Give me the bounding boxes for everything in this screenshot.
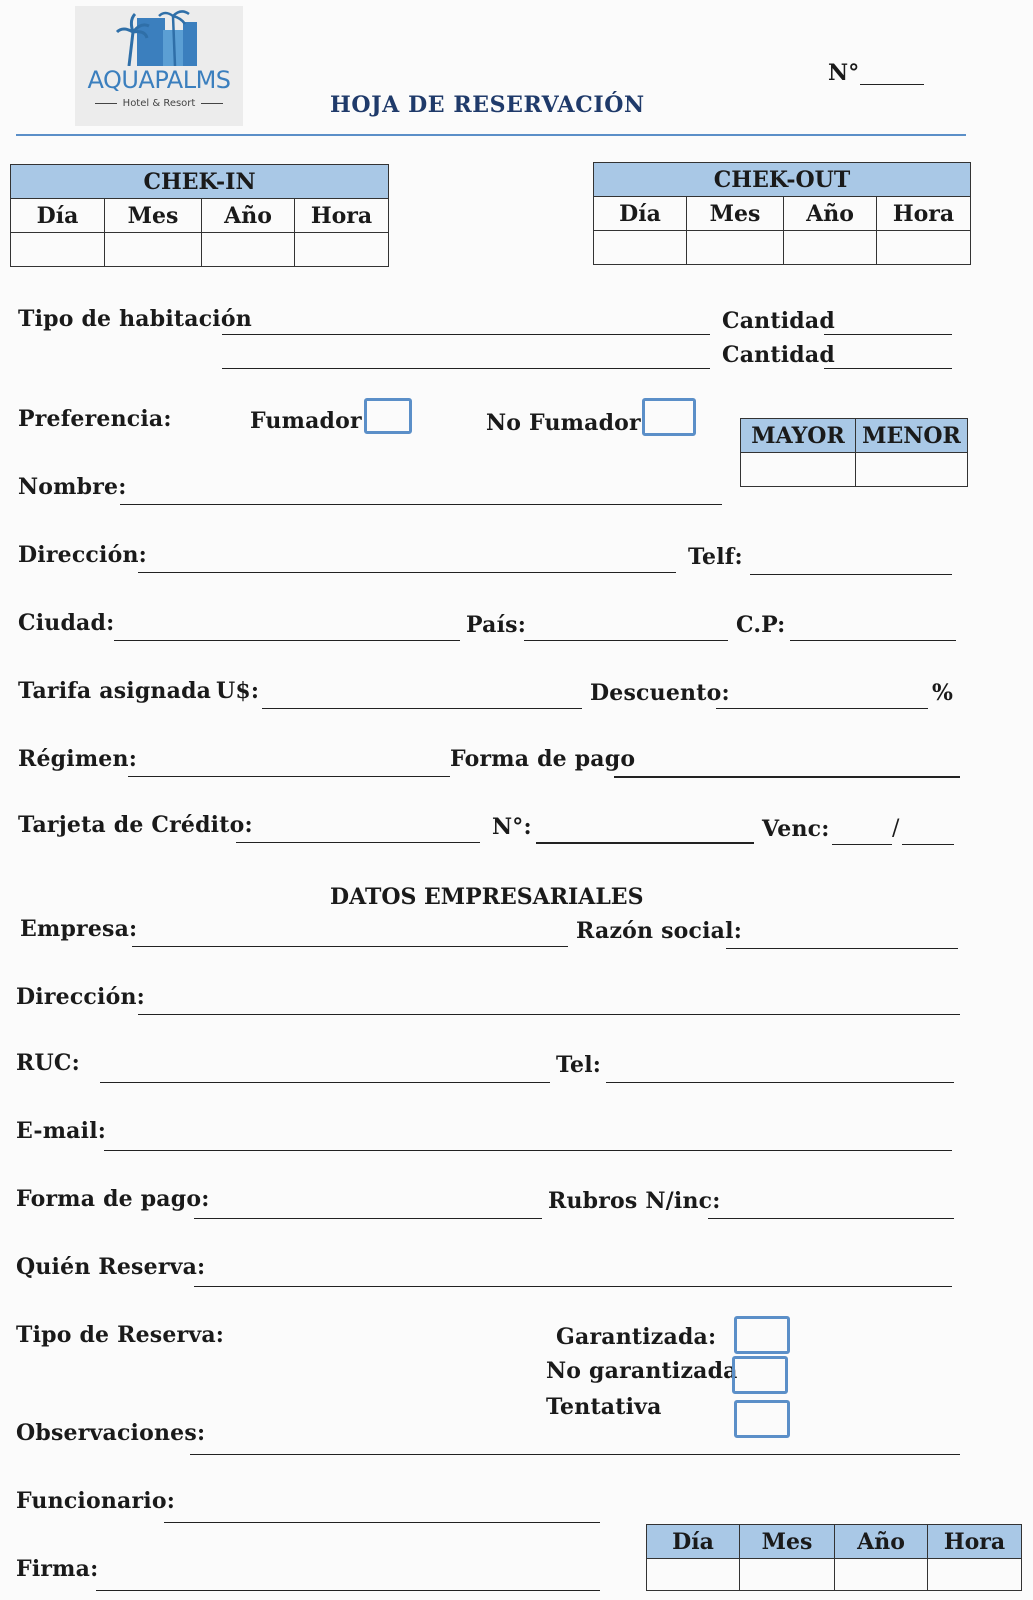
checkout-title: CHEK-OUT [594, 163, 971, 197]
expiry-year-field[interactable] [902, 844, 954, 845]
company-payment-label: Forma de pago: [16, 1186, 210, 1212]
discount-field[interactable] [716, 708, 928, 709]
room-type-label: Tipo de habitación [18, 306, 252, 332]
room-type-field-1[interactable] [222, 334, 710, 335]
excluded-items-label: Rubros N/inc: [548, 1188, 721, 1214]
smoker-checkbox[interactable] [364, 398, 412, 434]
expiry-separator: / [892, 816, 900, 841]
quantity-field-1[interactable] [824, 334, 952, 335]
email-field[interactable] [104, 1150, 952, 1151]
checkin-col-hora: Hora [295, 199, 389, 233]
preference-label: Preferencia: [18, 406, 172, 432]
checkout-col-hora: Hora [877, 197, 971, 231]
observations-label: Observaciones: [16, 1420, 206, 1446]
name-field[interactable] [120, 504, 722, 505]
checkout-col-dia: Día [594, 197, 687, 231]
checkout-col-mes: Mes [687, 197, 784, 231]
checkin-title: CHEK-IN [11, 165, 389, 199]
credit-card-type-field[interactable] [236, 842, 480, 843]
company-field[interactable] [132, 946, 568, 947]
company-phone-field[interactable] [606, 1082, 954, 1083]
company-address-label: Dirección: [16, 984, 145, 1010]
smoker-label: Fumador [250, 408, 362, 434]
name-label: Nombre: [18, 474, 127, 500]
card-number-label: N°: [492, 814, 532, 840]
checkin-hora-cell[interactable] [295, 233, 389, 267]
credit-card-label: Tarjeta de Crédito: [18, 812, 253, 838]
quantity-field-2[interactable] [824, 368, 952, 369]
date-mes-cell[interactable] [740, 1559, 835, 1591]
checkout-dia-cell[interactable] [594, 231, 687, 265]
officer-field[interactable] [164, 1522, 600, 1523]
quantity-label-2: Cantidad [722, 342, 835, 368]
rate-label: Tarifa asignada [18, 678, 212, 704]
observations-field[interactable] [190, 1454, 960, 1455]
discount-label: Descuento: [590, 680, 730, 706]
age-table [740, 418, 968, 487]
country-field[interactable] [524, 640, 728, 641]
signature-label: Firma: [16, 1556, 99, 1582]
company-label: Empresa: [20, 916, 138, 942]
tentative-checkbox[interactable] [734, 1400, 790, 1438]
excluded-items-field[interactable] [708, 1218, 954, 1219]
hotel-logo [75, 6, 243, 126]
guaranteed-checkbox[interactable] [734, 1316, 790, 1354]
quantity-label-1: Cantidad [722, 308, 835, 334]
payment-method-field[interactable] [614, 776, 960, 778]
date-col-dia: Día [647, 1525, 740, 1559]
postal-code-label: C.P: [736, 612, 786, 638]
checkin-dia-cell[interactable] [11, 233, 105, 267]
adult-count-cell[interactable] [741, 453, 856, 487]
logo-subtitle: Hotel & Resort [75, 98, 243, 109]
age-col-minor: MENOR [856, 419, 968, 453]
checkin-col-dia: Día [11, 199, 105, 233]
logo-wordmark: AQUAPALMS [87, 66, 231, 94]
non-smoker-label: No Fumador [486, 410, 641, 436]
ruc-field[interactable] [100, 1082, 550, 1083]
company-address-field[interactable] [138, 1014, 960, 1015]
tentative-label: Tentativa [546, 1394, 662, 1420]
date-hora-cell[interactable] [928, 1559, 1022, 1591]
business-name-field[interactable] [726, 948, 958, 949]
expiry-month-field[interactable] [832, 844, 892, 845]
palm-building-icon [115, 8, 205, 66]
not-guaranteed-label: No garantizada [546, 1358, 738, 1384]
address-field[interactable] [138, 572, 676, 573]
business-section-title: DATOS EMPRESARIALES [330, 884, 644, 910]
card-number-field[interactable] [536, 842, 754, 844]
date-dia-cell[interactable] [647, 1559, 740, 1591]
city-field[interactable] [114, 640, 460, 641]
reservation-type-label: Tipo de Reserva: [16, 1322, 225, 1348]
signature-field[interactable] [96, 1590, 600, 1591]
email-label: E-mail: [16, 1118, 107, 1144]
form-number-field[interactable] [860, 84, 924, 85]
rate-field[interactable] [262, 708, 582, 709]
phone-field[interactable] [750, 574, 952, 575]
expiry-label: Venc: [762, 816, 830, 842]
currency-label: U$: [216, 678, 260, 704]
date-col-ano: Año [835, 1525, 928, 1559]
booked-by-field[interactable] [194, 1286, 952, 1287]
percent-sign: % [932, 680, 954, 706]
postal-code-field[interactable] [790, 640, 956, 641]
checkout-col-ano: Año [784, 197, 877, 231]
business-name-label: Razón social: [576, 918, 743, 944]
regime-label: Régimen: [18, 746, 138, 772]
checkin-mes-cell[interactable] [105, 233, 202, 267]
checkout-ano-cell[interactable] [784, 231, 877, 265]
signature-date-table [646, 1524, 1022, 1591]
phone-label: Telf: [688, 544, 743, 570]
minor-count-cell[interactable] [856, 453, 968, 487]
company-phone-label: Tel: [556, 1052, 602, 1078]
date-col-hora: Hora [928, 1525, 1022, 1559]
non-smoker-checkbox[interactable] [642, 398, 696, 436]
checkout-hora-cell[interactable] [877, 231, 971, 265]
country-label: País: [466, 612, 527, 638]
city-label: Ciudad: [18, 610, 115, 636]
date-ano-cell[interactable] [835, 1559, 928, 1591]
checkin-table [10, 164, 389, 267]
checkout-mes-cell[interactable] [687, 231, 784, 265]
not-guaranteed-checkbox[interactable] [732, 1356, 788, 1394]
payment-method-label: Forma de pago [450, 746, 636, 772]
regime-field[interactable] [128, 776, 450, 777]
age-col-adult: MAYOR [741, 419, 856, 453]
checkout-table [593, 162, 971, 265]
form-title: HOJA DE RESERVACIÓN [330, 92, 645, 118]
date-col-mes: Mes [740, 1525, 835, 1559]
address-label: Dirección: [18, 542, 147, 568]
form-number-label: N° [828, 60, 860, 86]
company-payment-field[interactable] [194, 1218, 542, 1219]
booked-by-label: Quién Reserva: [16, 1254, 206, 1280]
room-type-field-2[interactable] [222, 368, 710, 369]
checkin-col-ano: Año [202, 199, 295, 233]
checkin-ano-cell[interactable] [202, 233, 295, 267]
ruc-label: RUC: [16, 1050, 80, 1076]
officer-label: Funcionario: [16, 1488, 176, 1514]
guaranteed-label: Garantizada: [556, 1324, 717, 1350]
header-divider [16, 134, 966, 136]
checkin-col-mes: Mes [105, 199, 202, 233]
